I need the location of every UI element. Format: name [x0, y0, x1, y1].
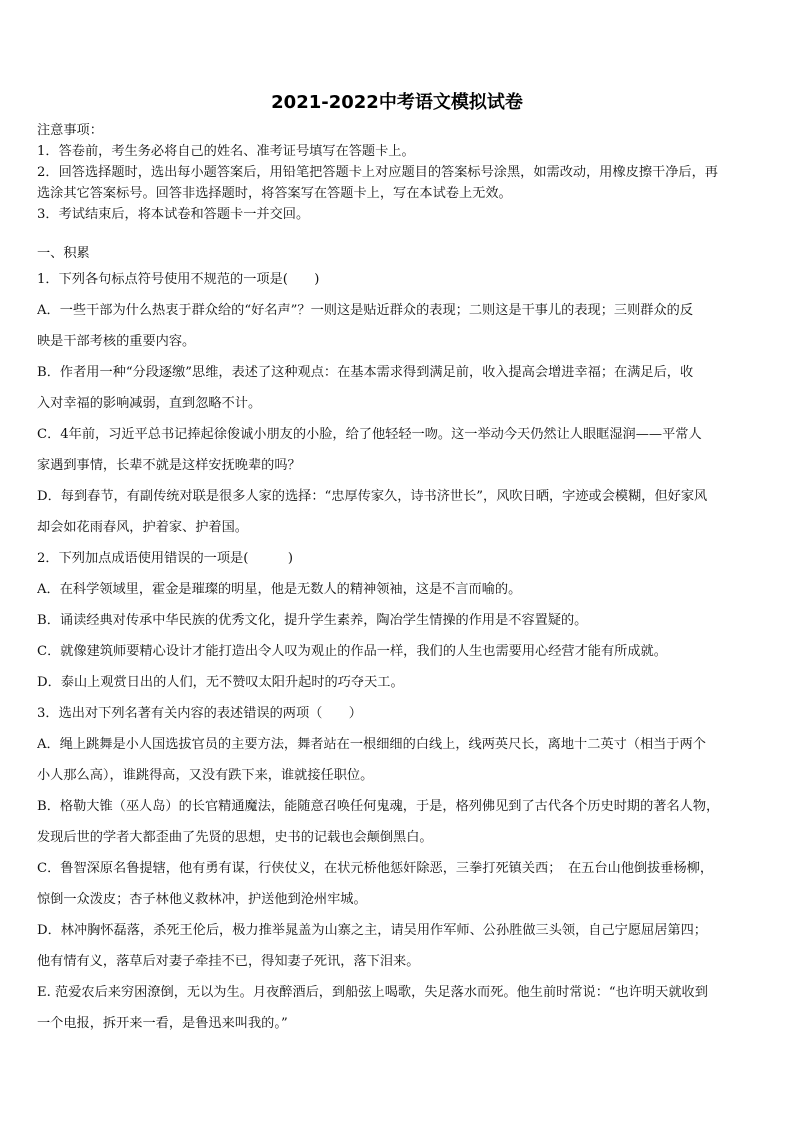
- option-line: A．绳上跳舞是小人国选拔官员的主要方法，舞者站在一根细细的白线上，线两英尺长，离地十二英寸（相当于两个: [37, 737, 706, 752]
- option-line: D．林冲胸怀磊落，杀死王伦后，极力推举晁盖为山寨之主，请吴用作军师、公孙胜做三头领，自己宁愿屈居第四；: [37, 923, 707, 938]
- option-line: 他有情有义，落草后对妻子牵挂不已，得知妻子死讯，落下泪来。: [37, 954, 420, 969]
- option-line: B．作者用一种“分段逐缴”思维，表述了这种观点：在基本需求得到满足前，收入提高会增进幸福；在满足后，收: [37, 365, 694, 380]
- option-line: C．鲁智深原名鲁提辖，他有勇有谋，行侠仗义，在状元桥他惩奸除恶，三拳打死镇关西； 在五台山他倒拔垂杨柳，: [37, 861, 714, 876]
- question-stem: 2．下列加点成语使用错误的一项是( ): [37, 551, 294, 566]
- option-line: D．泰山上观赏日出的人们，无不赞叹太阳升起时的巧夺天工。: [37, 675, 404, 690]
- option-line: B．诵读经典对传承中华民族的优秀文化，提升学生素养，陶冶学生情操的作用是不容置疑的。: [37, 613, 588, 628]
- option-line: 发现后世的学者大都歪曲了先贤的思想，史书的记载也会颠倒黑白。: [37, 830, 433, 845]
- notice-item: 选涂其它答案标号。回答非选择题时，将答案写在答题卡上，写在本试卷上无效。: [37, 186, 512, 201]
- exam-body: [37, 120, 759, 1039]
- notice-heading: 注意事项：: [37, 123, 103, 138]
- option-line: C．就像建筑师要精心设计才能打造出令人叹为观止的作品一样，我们的人生也需要用心经营才能有所成就。: [37, 644, 667, 659]
- exam-title: 2021-2022中考语文模拟试卷: [271, 92, 523, 113]
- question-stem: 3．选出对下列名著有关内容的表述错误的两项（ ）: [37, 706, 362, 721]
- option-line: E. 范爱农后来穷困潦倒，无以为生。月夜醉酒后，到船弦上喝歌，失足落水而死。他生前时常说：“也许明天就收到: [37, 985, 708, 1000]
- option-line: B．格勒大锥（巫人岛）的长官精通魔法，能随意召唤任何鬼魂，于是，格列佛见到了古代各个历史时期的著名人物，: [37, 799, 720, 814]
- option-line: C．4年前，习近平总书记捧起徐俊诚小朋友的小脸，给了他轻轻一吻。这一举动今天仍然让人眼眶湿润——平常人: [37, 427, 702, 442]
- notice-item: 3．考试结束后，将本试卷和答题卡一并交回。: [37, 207, 310, 222]
- option-line: A．一些干部为什么热衷于群众给的“好名声”？一则这是贴近群众的表现；二则这是干事儿的表现；三则群众的反: [37, 303, 694, 318]
- notice-item: 2．回答选择题时，选出每小题答案后，用铅笔把答题卡上对应题目的答案标号涂黑，如需改动，用橡皮擦干净后，再: [37, 165, 718, 180]
- option-line: 一个电报，拆开来一看，是鲁迅来叫我的。”: [37, 1016, 288, 1031]
- option-line: 映是干部考核的重要内容。: [37, 334, 196, 349]
- question-stem: 1．下列各句标点符号使用不规范的一项是( ): [37, 272, 320, 287]
- spacer: [37, 225, 759, 243]
- option-line: 家遇到事情，长辈不就是这样安抚晚辈的吗？: [37, 458, 301, 473]
- option-line: 却会如花雨春风，护着家、护着国。: [37, 520, 248, 535]
- option-line: 入对幸福的影响减弱，直到忽略不计。: [37, 396, 262, 411]
- option-line: 小人那么高），谁跳得高，又没有跌下来，谁就接任职位。: [37, 768, 374, 783]
- option-line: 惊倒一众泼皮；杏子林他义救林冲，护送他到沧州牢城。: [37, 892, 367, 907]
- notice-item: 1．答卷前，考生务必将自己的姓名、准考证号填写在答题卡上。: [37, 144, 415, 159]
- section-heading: 一、积累: [37, 246, 90, 261]
- option-line: A．在科学领域里，霍金是璀璨的明星，他是无数人的精神领袖，这是不言而喻的。: [37, 582, 522, 597]
- option-line: D．每到春节，有副传统对联是很多人家的选择：“忠厚传家久，诗书济世长”，风吹日晒，字迹或会模糊，但好家风: [37, 489, 708, 504]
